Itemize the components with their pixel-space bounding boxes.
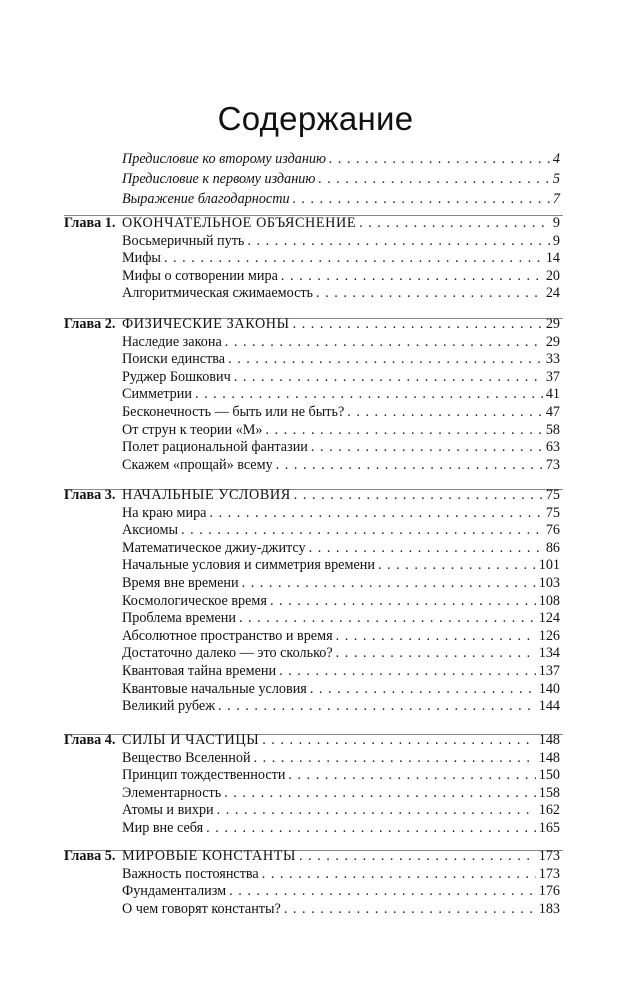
section-entry-page-number: 103 — [538, 575, 560, 591]
section-entry-label: Принцип тождественности — [122, 767, 286, 784]
section-entry-page-number: 158 — [538, 784, 560, 801]
section-entry-label: Скажем «прощай» всему — [122, 456, 273, 473]
section-entry-label: Наследие закона — [122, 333, 222, 350]
section-entry-page-number: 144 — [538, 698, 560, 715]
chapter-heading-page-number: 173 — [538, 848, 560, 864]
front-matter-entry-page-number: 4 — [552, 151, 560, 167]
chapter-heading-page-number: 29 — [545, 316, 560, 332]
dot-leader — [206, 818, 536, 838]
section-entry-label: Алгоритмическая сжимаемость — [122, 285, 314, 302]
dot-leader — [218, 696, 536, 716]
section-entry-page-number: 63 — [545, 439, 560, 456]
section-entry-label: Математическое джиу-джитсу — [122, 539, 306, 556]
chapter-number: Глава 4. — [64, 732, 116, 748]
section-entry-page-number: 126 — [538, 627, 560, 644]
section-entry-page-number: 75 — [545, 504, 560, 521]
section-entry-label: Симметрии — [122, 386, 192, 403]
section-entry-label: Начальные условия и симметрия времени — [122, 557, 375, 574]
section-entry-page-number: 29 — [545, 333, 560, 350]
front-matter-entry — [122, 169, 560, 189]
section-entry — [122, 455, 560, 475]
section-entry-label: Вещество Вселенной — [122, 749, 251, 766]
section-entry-label: Мифы о сотворении мира — [122, 267, 278, 284]
dot-leader — [284, 899, 536, 919]
section-entry — [122, 283, 560, 303]
section-entry-page-number: 73 — [545, 456, 560, 473]
section-entry — [122, 696, 560, 716]
section-entry-page-number: 14 — [545, 250, 560, 267]
section-entry-page-number: 47 — [545, 404, 560, 420]
chapter-heading-label: НАЧАЛЬНЫЕ УСЛОВИЯ — [122, 487, 291, 503]
section-entry-label: О чем говорят константы? — [122, 900, 281, 917]
front-matter-entry-page-number: 7 — [552, 191, 560, 207]
section-entry-label: От струн к теории «М» — [122, 421, 263, 438]
chapter-heading-label: МИРОВЫЕ КОНСТАНТЫ — [122, 848, 296, 864]
section-entry-label: Великий рубеж — [122, 698, 216, 715]
section-entry-page-number: 134 — [538, 645, 560, 662]
chapter-number: Глава 3. — [64, 487, 116, 503]
dot-leader — [293, 189, 550, 209]
section-entry-page-number: 124 — [538, 610, 560, 627]
front-matter-entry — [122, 149, 560, 169]
section-entry-page-number: 33 — [545, 351, 560, 368]
section-entry-page-number: 176 — [538, 883, 560, 900]
section-entry-page-number: 37 — [545, 368, 560, 385]
dot-leader — [329, 149, 550, 169]
section-entry-label: Аксиомы — [122, 522, 179, 539]
section-entry — [122, 818, 560, 838]
dot-leader — [318, 169, 550, 189]
front-matter-entry-label: Предисловие к первому изданию — [122, 171, 316, 187]
section-entry-label: Поиски единства — [122, 351, 226, 368]
section-entry-page-number: 20 — [545, 267, 560, 284]
chapter-number: Глава 2. — [64, 316, 116, 332]
chapter-heading-page-number: 148 — [538, 732, 560, 748]
section-entry-label: Полет рациональной фантазии — [122, 439, 308, 456]
section-entry-page-number: 165 — [538, 820, 560, 836]
section-entry-page-number: 137 — [538, 663, 560, 679]
chapter-heading-page-number: 75 — [545, 487, 560, 503]
front-matter-entry-label: Предисловие ко второму изданию — [122, 151, 327, 167]
section-entry-page-number: 58 — [545, 421, 560, 438]
section-entry-label: Абсолютное пространство и время — [122, 627, 333, 644]
front-matter-entry-label: Выражение благодарности — [122, 191, 290, 207]
section-entry-label: Квантовые начальные условия — [122, 680, 307, 697]
front-matter-entry — [122, 189, 560, 209]
section-entry-page-number: 86 — [545, 539, 560, 556]
section-entry-page-number: 162 — [538, 802, 560, 819]
chapter-number: Глава 1. — [64, 215, 116, 231]
section-entry-label: Элементарность — [122, 784, 222, 801]
section-entry-label: На краю мира — [122, 504, 207, 521]
section-entry-label: Восьмеричный путь — [122, 232, 245, 249]
section-entry-label: Важность постоянства — [122, 865, 259, 882]
section-entry-page-number: 173 — [538, 865, 560, 882]
section-entry-page-number: 9 — [552, 232, 560, 249]
section-entry-label: Фундаментализм — [122, 883, 227, 900]
section-entry-page-number: 108 — [538, 592, 560, 609]
section-entry-page-number: 76 — [545, 522, 560, 539]
front-matter-entry-page-number: 5 — [552, 171, 560, 187]
section-entry-label: Бесконечность — быть или не быть? — [122, 404, 345, 420]
section-entry-label: Проблема времени — [122, 610, 236, 627]
chapter-heading-page-number: 9 — [552, 215, 560, 231]
section-entry-label: Время вне времени — [122, 575, 239, 591]
section-entry-label: Квантовая тайна времени — [122, 663, 277, 679]
section-entry-page-number: 101 — [538, 557, 560, 574]
page-title: Содержание — [217, 100, 414, 137]
chapter-number: Глава 5. — [64, 848, 116, 864]
section-entry-label: Руджер Бошкович — [122, 368, 231, 385]
dot-leader — [316, 283, 543, 303]
dot-leader — [276, 455, 543, 475]
section-entry-page-number: 150 — [538, 767, 560, 784]
section-entry-label: Мир вне себя — [122, 820, 204, 836]
section-entry-label: Атомы и вихри — [122, 802, 214, 819]
section-entry-page-number: 140 — [538, 680, 560, 697]
section-entry-page-number: 24 — [545, 285, 560, 302]
section-entry — [122, 899, 560, 919]
section-entry-label: Мифы — [122, 250, 161, 267]
chapter-heading-label: СИЛЫ И ЧАСТИЦЫ — [122, 732, 260, 748]
section-entry-page-number: 148 — [538, 749, 560, 766]
chapter-heading-label: ОКОНЧАТЕЛЬНОЕ ОБЪЯСНЕНИЕ — [122, 215, 357, 231]
section-entry-page-number: 41 — [545, 386, 560, 403]
section-entry-page-number: 183 — [538, 900, 560, 917]
section-entry-label: Космологическое время — [122, 592, 267, 609]
section-entry-label: Достаточно далеко — это сколько? — [122, 645, 333, 662]
chapter-heading-label: ФИЗИЧЕСКИЕ ЗАКОНЫ — [122, 316, 290, 332]
